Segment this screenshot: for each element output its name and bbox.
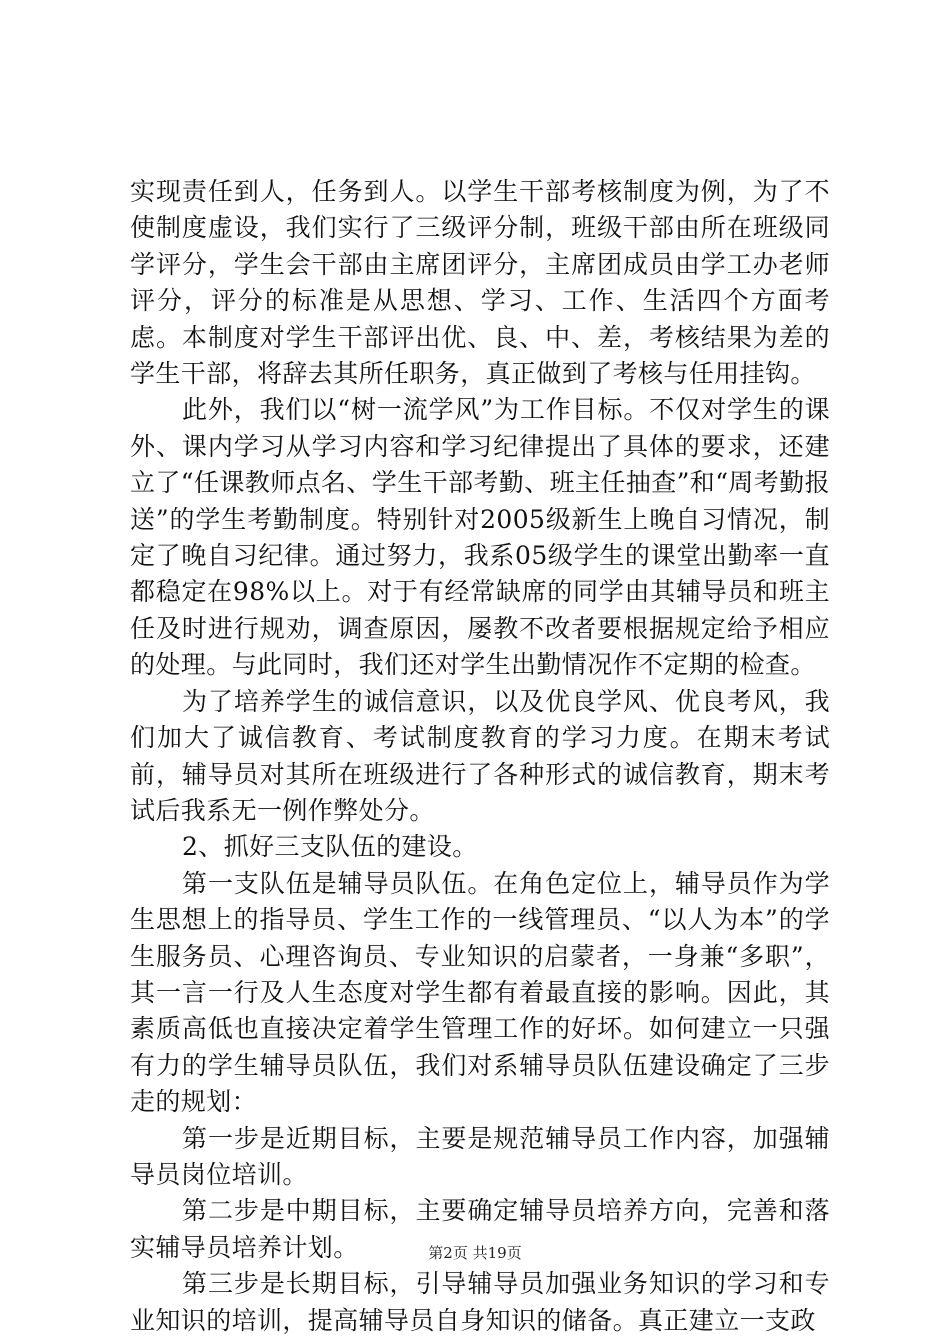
paragraph: 第一步是近期目标，主要是规范辅导员工作内容，加强辅导员岗位培训。 (130, 1123, 830, 1189)
paragraph: 为了培养学生的诚信意识，以及优良学风、优良考风，我们加大了诚信教育、考试制度教育的学习力度。在期末考试前，辅导员对其所在班级进行了各种形式的诚信教育，期末考试后我系无一例作弊处分。 (130, 686, 830, 825)
paragraph: 第三步是长期目标，引导辅导员加强业务知识的学习和专业知识的培训，提高辅导员自身知识的储备。真正建立一支政 (130, 1269, 830, 1335)
paragraph: 此外，我们以“树一流学风”为工作目标。不仅对学生的课外、课内学习从学习内容和学习纪律提出了具体的要求，还建立了“任课教师点名、学生干部考勤、班主任抽查”和“周考勤报送”的学生考勤制度。特别针对2005级新生上晚自习情况，制定了晚自习纪律。通过努力，我系05级学生的课堂出勤率一直都稳定在98%以上。对于有经常缺席的同学由其辅导员和班主任及时进行规劝，调查原因，屡教不改者要根据规定给予相应的处理。与此同时，我们还对学生出勤情况作不定期的检查。 (130, 395, 830, 680)
paragraph: 第二步是中期目标，主要确定辅导员培养方向，完善和落实辅导员培养计划。 (130, 1196, 830, 1262)
section-heading: 2、抓好三支队伍的建设。 (182, 832, 478, 862)
page-number: 第2页 共19页 (428, 1244, 522, 1262)
paragraph: 第一支队伍是辅导员队伍。在角色定位上，辅导员作为学生思想上的指导员、学生工作的一线管理员、“以人为本”的学生服务员、心理咨询员、专业知识的启蒙者，一身兼“多职”，其一言一行及人生态度对学生都有着最直接的影响。因此，其素质高低也直接决定着学生管理工作的好坏。如何建立一只强有力的学生辅导员队伍，我们对系辅导员队伍建设确定了三步走的规划： (130, 868, 830, 1117)
paragraph: 实现责任到人，任务到人。以学生干部考核制度为例，为了不使制度虚设，我们实行了三级评分制，班级干部由所在班级同学评分，学生会干部由主席团评分，主席团成员由学工办老师评分，评分的标准是从思想、学习、工作、生活四个方面考虑。本制度对学生干部评出优、良、中、差，考核结果为差的学生干部，将辞去其所任职务，真正做到了考核与任用挂钩。 (130, 177, 830, 389)
page-footer (0, 1242, 950, 1263)
document-body (130, 174, 830, 1339)
